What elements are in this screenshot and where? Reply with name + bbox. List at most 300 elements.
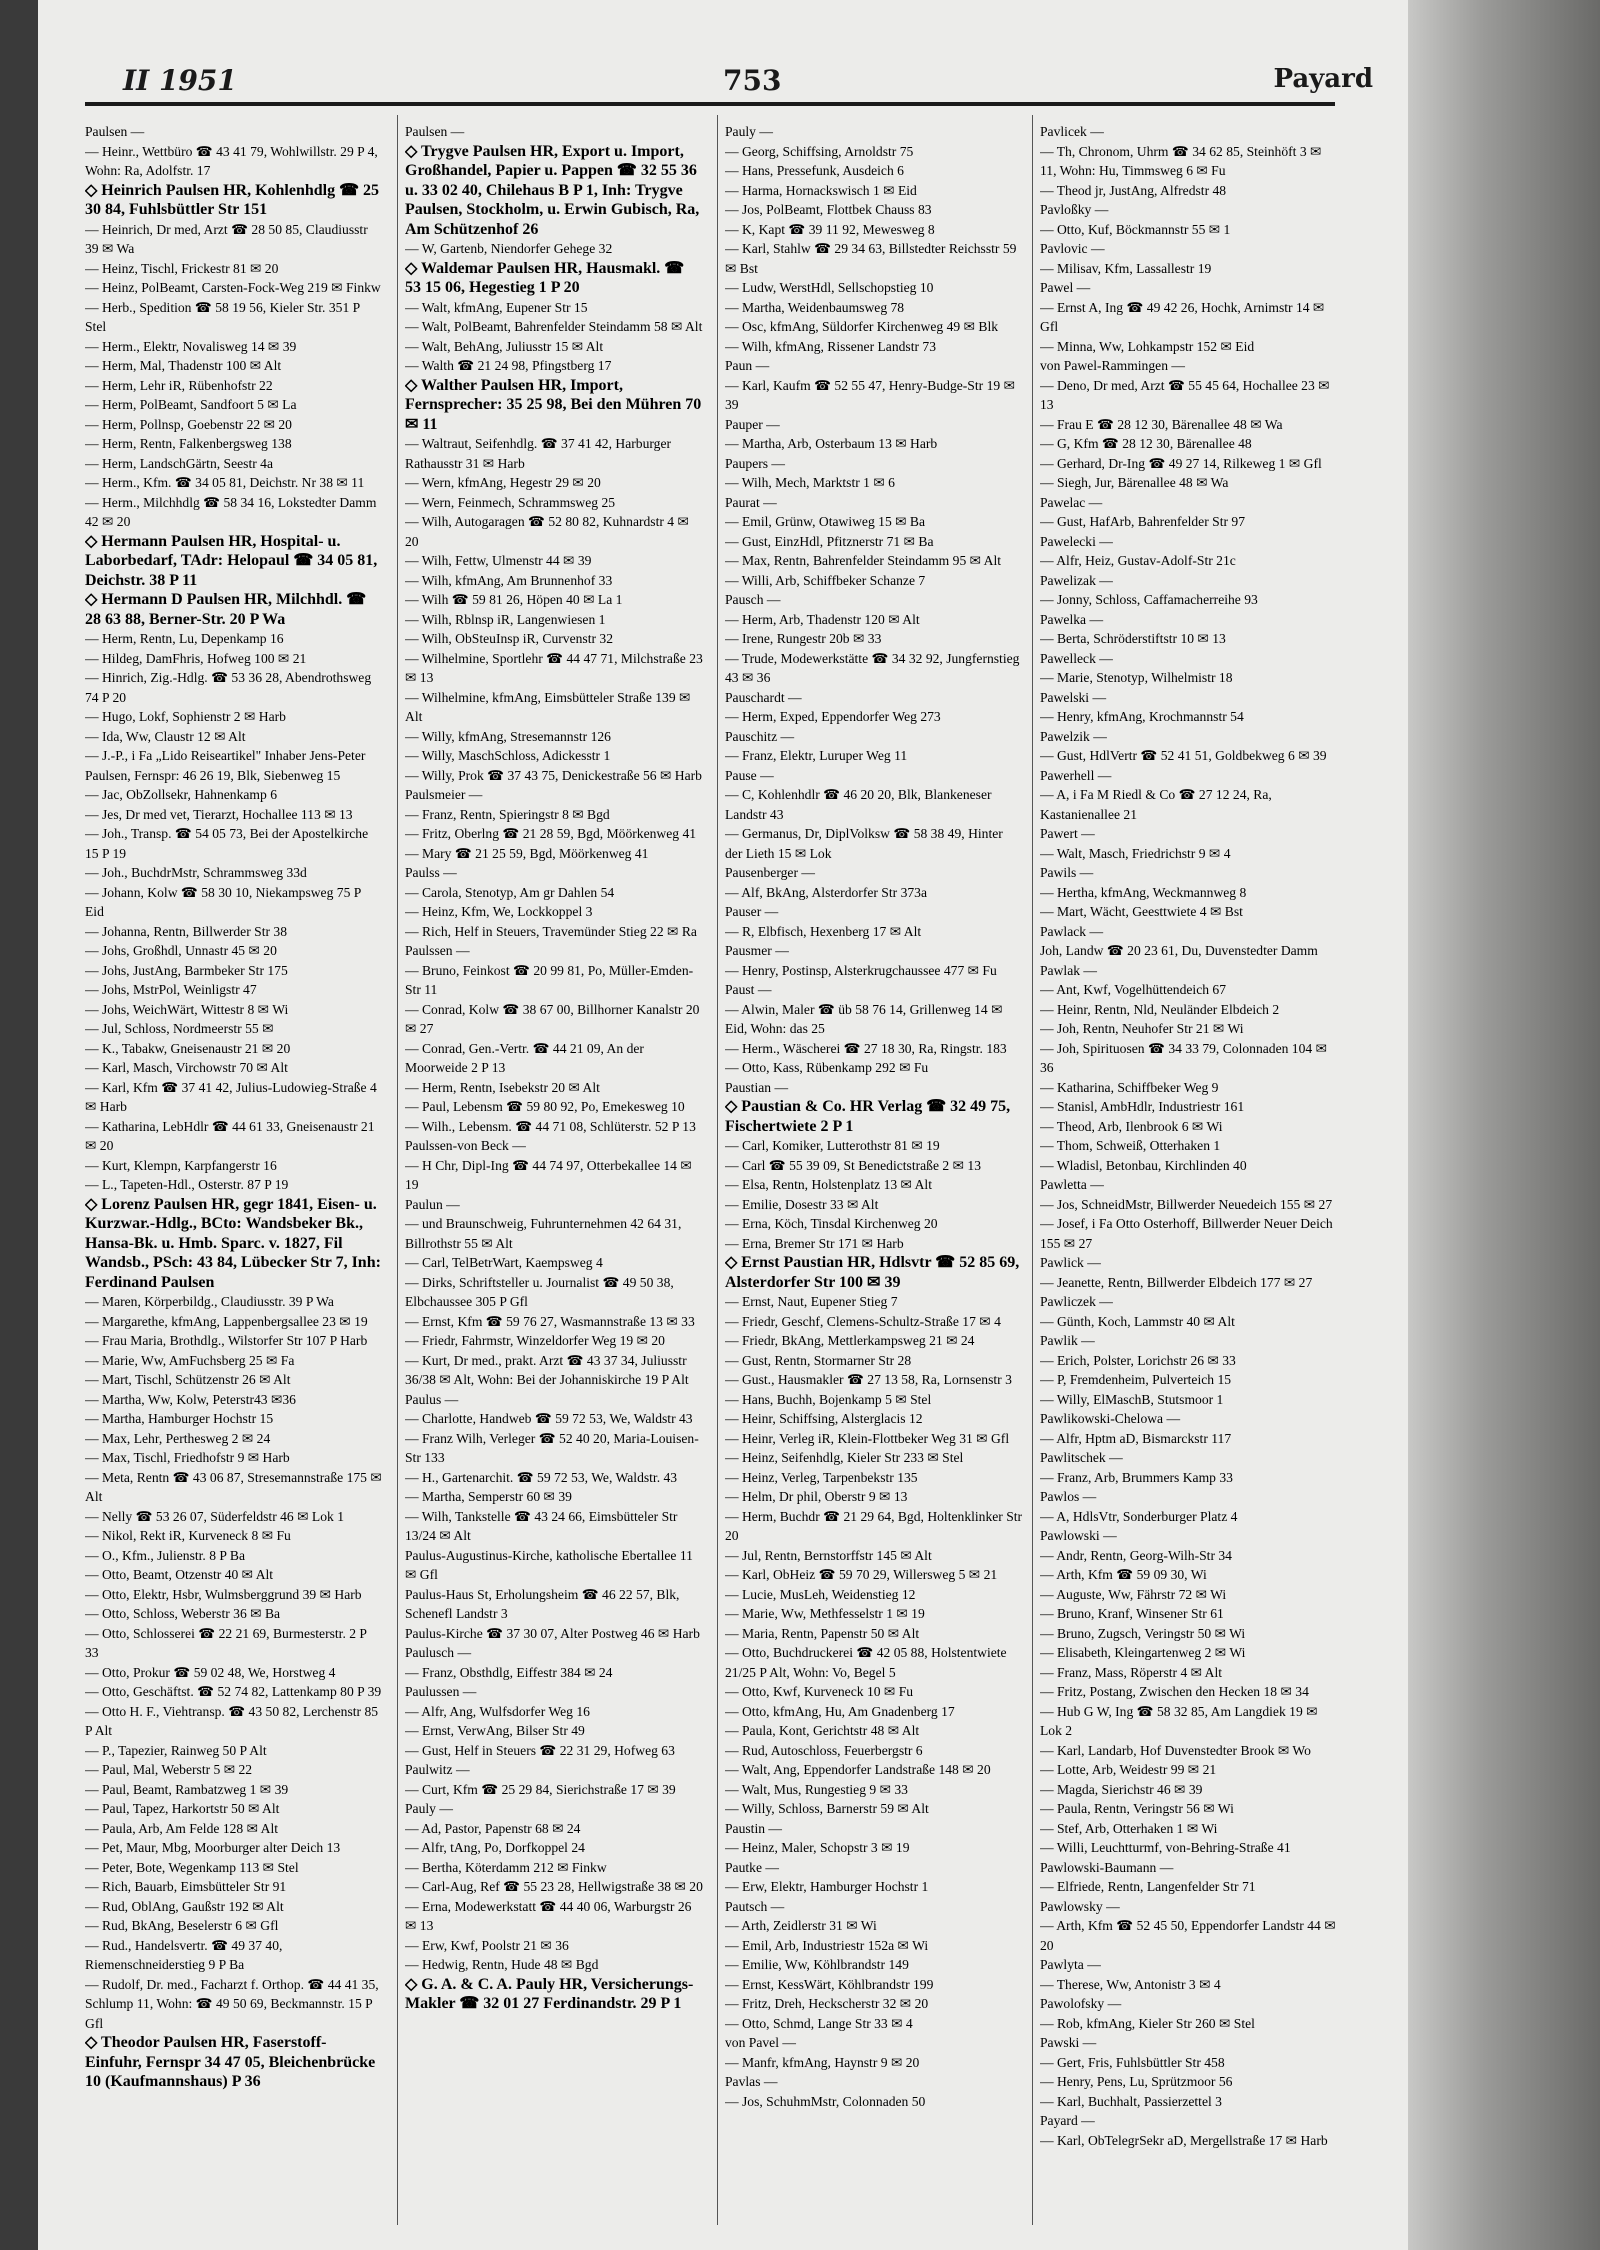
directory-entry: — Emilie, Ww, Köhlbrandstr 149 xyxy=(725,1957,909,1972)
directory-entry: — Karl, ObHeiz ☎ 59 70 29, Willersweg 5 ✉ 21 xyxy=(725,1567,998,1582)
directory-entry: — Heinz, PolBeamt, Carsten-Fock-Weg 219 ✉ Finkw xyxy=(85,280,381,295)
directory-entry: — Jos, SchneidMstr, Billwerder Neuedeich 155 ✉ 27 xyxy=(1040,1196,1333,1212)
directory-entry: — Gust., Hausmakler ☎ 27 13 58, Ra, Lornsenstr 3 xyxy=(725,1372,1012,1387)
directory-entry: — Carola, Stenotyp, Am gr Dahlen 54 xyxy=(405,884,615,900)
directory-entry: — Hedwig, Rentn, Hude 48 ✉ Bgd xyxy=(405,1957,599,1972)
directory-entry: Paulus — xyxy=(405,1391,459,1407)
directory-entry: — Mart, Wächt, Geesttwiete 4 ✉ Bst xyxy=(1040,904,1243,919)
directory-entry: — Henry, Pens, Lu, Sprützmoor 56 xyxy=(1040,2074,1233,2089)
directory-entry: Payard — xyxy=(1040,2113,1095,2128)
directory-entry: Pawlitschek — xyxy=(1040,1450,1123,1465)
directory-entry: Paustian — xyxy=(725,1079,789,1095)
directory-entry: Pautsch — xyxy=(725,1898,785,1914)
directory-entry: — Elfriede, Rentn, Langenfelder Str 71 xyxy=(1040,1879,1256,1894)
directory-entry: — Theod, Arb, Ilenbrook 6 ✉ Wi xyxy=(1040,1118,1223,1134)
directory-entry: — Rudolf, Dr. med., Facharzt f. Orthop. ☎ 44 41 35, Schlump 11, Wohn: ☎ 49 50 69, Beckmannstr. 15 P Gfl xyxy=(85,1976,379,2031)
directory-entry: Pawelac — xyxy=(1040,494,1103,510)
directory-entry: Pawletta — xyxy=(1040,1177,1104,1192)
directory-entry: Pavloßky — xyxy=(1040,202,1109,217)
directory-entry: — H., Gartenarchit. ☎ 59 72 53, We, Waldstr. 43 xyxy=(405,1469,678,1485)
directory-entry: — Martha, Weidenbaumsweg 78 xyxy=(725,299,905,315)
directory-entry: — Wilh, kfmAng, Rissener Landstr 73 xyxy=(725,338,937,354)
directory-entry: ◇ Heinrich Paulsen HR, Kohlenhdlg ☎ 25 30 84, Fuhlsbüttler Str 151 xyxy=(85,181,380,218)
directory-entry: — Wilh, Fettw, Ulmenstr 44 ✉ 39 xyxy=(405,553,592,568)
directory-entry: — Alfr, Heiz, Gustav-Adolf-Str 21c xyxy=(1040,553,1236,568)
directory-entry: — Walt, Ang, Eppendorfer Landstraße 148 ✉ 20 xyxy=(725,1762,991,1777)
directory-entry: — Herm, Exped, Eppendorfer Weg 273 xyxy=(725,709,941,724)
directory-entry: — Franz, Rentn, Spieringstr 8 ✉ Bgd xyxy=(405,806,610,822)
directory-entry: — Rud., Handelsvertr. ☎ 49 37 40, Riemenschneiderstieg 9 P Ba xyxy=(85,1937,283,1972)
directory-entry: — Fritz, Dreh, Heckscherstr 32 ✉ 20 xyxy=(725,1996,929,2011)
directory-entry: — Joh., BuchdrMstr, Schrammsweg 33d xyxy=(85,865,307,880)
directory-entry: Paulsmeier — xyxy=(405,787,483,802)
directory-entry: Pauly — xyxy=(405,1801,453,1816)
directory-entry: Paulus-Haus St, Erholungsheim ☎ 46 22 57, Blk, Schenefl Landstr 3 xyxy=(405,1586,680,1621)
directory-entry: — Paula, Arb, Am Felde 128 ✉ Alt xyxy=(85,1820,279,1836)
directory-entry: — R, Elbfisch, Hexenberg 17 ✉ Alt xyxy=(725,923,922,939)
directory-entry: von Pavel — xyxy=(725,2035,796,2050)
directory-entry: — Mary ☎ 21 25 59, Bgd, Möörkenweg 41 xyxy=(405,845,649,861)
directory-entry: Joh, Landw ☎ 20 23 61, Du, Duvenstedter Damm xyxy=(1040,943,1318,958)
directory-entry: Pauschardt — xyxy=(725,689,802,705)
directory-entry: — Wern, Feinmech, Schrammsweg 25 xyxy=(405,494,616,510)
directory-entry: — Alfr, Ang, Wulfsdorfer Weg 16 xyxy=(405,1703,590,1719)
directory-entry: Pauser — xyxy=(725,904,779,919)
directory-entry: — Herm, Pollnsp, Goebenstr 22 ✉ 20 xyxy=(85,416,292,432)
directory-entry: — Ernst, Naut, Eupener Stieg 7 xyxy=(725,1294,898,1309)
directory-entry: — Marie, Ww, AmFuchsberg 25 ✉ Fa xyxy=(85,1352,295,1368)
directory-entry: Pawlick — xyxy=(1040,1255,1101,1270)
directory-entry: — Gerhard, Dr-Ing ☎ 49 27 14, Rilkeweg 1 ✉ Gfl xyxy=(1040,455,1322,471)
directory-entry: — Berta, Schröderstiftstr 10 ✉ 13 xyxy=(1040,631,1226,646)
directory-entry: Pavlicek — xyxy=(1040,124,1104,139)
directory-entry: — Helm, Dr phil, Oberstr 9 ✉ 13 xyxy=(725,1489,908,1504)
directory-entry: ◇ Lorenz Paulsen HR, gegr 1841, Eisen- u. Kurzwar.-Hdlg., BCto: Wandsbeker Bk., Hansa-Bk. u. Hmb. Sparc. v. 1827, Fil Wandsb., PSch: 43 84, Lübecker Str 7, Inh: Ferdinand Paulsen xyxy=(85,1195,381,1291)
directory-entry: — Bruno, Kranf, Winsener Str 61 xyxy=(1040,1606,1224,1621)
directory-entry: — Heinrich, Dr med, Arzt ☎ 28 50 85, Claudiusstr 39 ✉ Wa xyxy=(85,221,368,256)
directory-entry: — Wilh, ObSteuInsp iR, Curvenstr 32 xyxy=(405,631,614,646)
directory-entry: — Siegh, Jur, Bärenallee 48 ✉ Wa xyxy=(1040,475,1229,490)
directory-entry: von Pawel-Rammingen — xyxy=(1040,358,1185,373)
directory-entry: — Ant, Kwf, Vogelhüttendeich 67 xyxy=(1040,982,1227,997)
directory-entry: — Trude, Modewerkstätte ☎ 34 32 92, Jungfernstieg 43 ✉ 36 xyxy=(725,650,1020,685)
directory-entry: Paulsen — xyxy=(405,124,465,139)
directory-entry: Paulss — xyxy=(405,865,457,880)
directory-entry: — Otto, Elektr, Hsbr, Wulmsberggrund 39 ✉ Harb xyxy=(85,1586,362,1602)
directory-entry: — Rud, Autoschloss, Feuerbergstr 6 xyxy=(725,1742,923,1758)
directory-entry: ◇ Hermann D Paulsen HR, Milchhdl. ☎ 28 63 88, Berner-Str. 20 P Wa xyxy=(85,591,367,628)
directory-entry: — Erw, Kwf, Poolstr 21 ✉ 36 xyxy=(405,1937,569,1953)
directory-entry: — Arth, Kfm ☎ 52 45 50, Eppendorfer Landstr 44 ✉ 20 xyxy=(1040,1918,1336,1953)
directory-entry: — Thom, Schweiß, Otterhaken 1 xyxy=(1040,1138,1221,1153)
directory-entry: — Otto, Kuf, Böckmannstr 55 ✉ 1 xyxy=(1040,221,1231,237)
directory-entry: — Walt, PolBeamt, Bahrenfelder Steindamm 58 ✉ Alt xyxy=(405,319,703,334)
directory-entry: — Martha, Ww, Kolw, Peterstr43 ✉36 xyxy=(85,1391,296,1407)
directory-entry: Pawelzik — xyxy=(1040,728,1107,744)
directory-entry: Pauper — xyxy=(725,416,780,432)
column-4 xyxy=(1040,122,1338,2222)
directory-entry: — Wilh, Tankstelle ☎ 43 24 66, Eimsbütteler Str 13/24 ✉ Alt xyxy=(405,1508,678,1543)
directory-entry: — Waltraut, Seifenhdlg. ☎ 37 41 42, Harburger Rathausstr 31 ✉ Harb xyxy=(405,436,672,471)
directory-entry: — A, i Fa M Riedl & Co ☎ 27 12 24, Ra, Kastanienallee 21 xyxy=(1040,787,1272,822)
directory-entry: — Hub G W, Ing ☎ 58 32 85, Am Langdiek 19 ✉ Lok 2 xyxy=(1040,1703,1318,1738)
directory-entry: — Frau Maria, Brothdlg., Wilstorfer Str 107 P Harb xyxy=(85,1333,368,1348)
directory-entry: Pawski — xyxy=(1040,2035,1097,2050)
directory-entry: — Willi, Arb, Schiffbeker Schanze 7 xyxy=(725,572,926,588)
directory-entry: — Johs, MstrPol, Weinligstr 47 xyxy=(85,982,257,997)
directory-entry: Pawel — xyxy=(1040,280,1091,295)
directory-entry: — Hinrich, Zig.-Hdlg. ☎ 53 36 28, Abendrothsweg 74 P 20 xyxy=(85,670,372,705)
directory-entry: — Willy, Schloss, Barnerstr 59 ✉ Alt xyxy=(725,1801,929,1816)
directory-entry: — Friedr, Fahrmstr, Winzeldorfer Weg 19 ✉ 20 xyxy=(405,1333,665,1348)
directory-entry: — Hans, Pressefunk, Ausdeich 6 xyxy=(725,163,904,178)
directory-entry: — P, Fremdenheim, Pulverteich 15 xyxy=(1040,1372,1232,1387)
directory-entry: — Ernst A, Ing ☎ 49 42 26, Hochk, Arnimstr 14 ✉ Gfl xyxy=(1040,299,1325,334)
directory-entry: Pause — xyxy=(725,767,774,783)
directory-entry: — Georg, Schiffsing, Arnoldstr 75 xyxy=(725,143,914,159)
directory-entry: — Fritz, Oberlng ☎ 21 28 59, Bgd, Möörkenweg 41 xyxy=(405,826,697,841)
directory-entry: — Milisav, Kfm, Lassallestr 19 xyxy=(1040,260,1212,276)
directory-entry: Paupers — xyxy=(725,455,786,471)
directory-entry: — Joh., Transp. ☎ 54 05 73, Bei der Apostelkirche 15 P 19 xyxy=(85,826,369,861)
directory-entry: — Carl ☎ 55 39 09, St Benedictstraße 2 ✉ 13 xyxy=(725,1157,981,1173)
directory-entry: — Otto, Geschäftst. ☎ 52 74 82, Lattenkamp 80 P 39 xyxy=(85,1684,382,1699)
directory-entry: — H Chr, Dipl-Ing ☎ 44 74 97, Otterbekallee 14 ✉ 19 xyxy=(405,1157,692,1192)
directory-entry: Pawlowski — xyxy=(1040,1528,1117,1543)
directory-entry: — Joh, Rentn, Neuhofer Str 21 ✉ Wi xyxy=(1040,1021,1244,1036)
directory-entry: — Max, Lehr, Perthesweg 2 ✉ 24 xyxy=(85,1430,271,1446)
directory-entry: — Wilhelmine, kfmAng, Eimsbütteler Straße 139 ✉ Alt xyxy=(405,689,691,724)
directory-entry: — O., Kfm., Julienstr. 8 P Ba xyxy=(85,1547,245,1563)
directory-entry: Pawils — xyxy=(1040,865,1094,880)
directory-entry: — Meta, Rentn ☎ 43 06 87, Stresemannstraße 175 ✉ Alt xyxy=(85,1469,382,1504)
directory-entry: — Franz, Obsthdlg, Eiffestr 384 ✉ 24 xyxy=(405,1664,613,1680)
directory-entry: — Ernst, KessWärt, Köhlbrandstr 199 xyxy=(725,1976,934,1992)
directory-entry: — Elisabeth, Kleingartenweg 2 ✉ Wi xyxy=(1040,1645,1246,1660)
directory-entry: Pausmer — xyxy=(725,943,789,958)
directory-entry: Paulsen — xyxy=(85,124,145,139)
directory-entry: — Peter, Bote, Wegenkamp 113 ✉ Stel xyxy=(85,1859,299,1875)
directory-entry: — Erna, Bremer Str 171 ✉ Harb xyxy=(725,1235,904,1251)
directory-entry: — und Braunschweig, Fuhrunternehmen 42 64 31, Billrothstr 55 ✉ Alt xyxy=(405,1216,682,1251)
directory-entry: — Herm, Rentn, Lu, Depenkamp 16 xyxy=(85,631,284,646)
directory-entry: — Jos, PolBeamt, Flottbek Chauss 83 xyxy=(725,202,932,217)
directory-entry: Pawolofsky — xyxy=(1040,1996,1122,2011)
directory-entry: Paulwitz — xyxy=(405,1762,470,1777)
directory-entry: — Magda, Sierichstr 46 ✉ 39 xyxy=(1040,1781,1203,1797)
running-head: Payard xyxy=(1273,64,1373,94)
directory-entry: — Otto, Schmd, Lange Str 33 ✉ 4 xyxy=(725,2015,913,2031)
directory-entry: — Herb., Spedition ☎ 58 19 56, Kieler Str. 351 P Stel xyxy=(85,299,360,334)
directory-entry: Paun — xyxy=(725,358,770,373)
directory-entry: — Karl, Kaufm ☎ 52 55 47, Henry-Budge-Str 19 ✉ 39 xyxy=(725,377,1015,412)
directory-entry: — Frau E ☎ 28 12 30, Bärenallee 48 ✉ Wa xyxy=(1040,416,1283,432)
directory-entry: — Hertha, kfmAng, Weckmannweg 8 xyxy=(1040,884,1247,900)
directory-entry: — Ernst, VerwAng, Bilser Str 49 xyxy=(405,1723,585,1738)
directory-entry: — Wladisl, Betonbau, Kirchlinden 40 xyxy=(1040,1157,1247,1173)
directory-entry: — J.-P., i Fa „Lido Reiseartikel" Inhaber Jens-Peter Paulsen, Fernspr: 46 26 19, Blk, Siebenweg 15 xyxy=(85,748,366,783)
directory-entry: — Heinz, Maler, Schopstr 3 ✉ 19 xyxy=(725,1840,910,1855)
directory-entry: — Emilie, Dosestr 33 ✉ Alt xyxy=(725,1196,879,1212)
directory-entry: — Gust, Helf in Steuers ☎ 22 31 29, Hofweg 63 xyxy=(405,1742,675,1758)
directory-entry: — Henry, kfmAng, Krochmannstr 54 xyxy=(1040,709,1244,724)
page-number: 753 xyxy=(723,64,782,97)
directory-entry: — Wilh ☎ 59 81 26, Höpen 40 ✉ La 1 xyxy=(405,592,623,607)
directory-entry: — Johs, Großhdl, Unnastr 45 ✉ 20 xyxy=(85,943,277,958)
directory-entry: — Herm, Rentn, Falkenbergsweg 138 xyxy=(85,436,292,451)
directory-entry: — Max, Tischl, Friedhofstr 9 ✉ Harb xyxy=(85,1450,290,1465)
directory-entry: — Irene, Rungestr 20b ✉ 33 xyxy=(725,631,882,646)
directory-entry: Pawlik — xyxy=(1040,1333,1095,1348)
directory-entry: — Alfr, tAng, Po, Dorfkoppel 24 xyxy=(405,1840,585,1855)
directory-entry: Pausch — xyxy=(725,592,781,607)
directory-entry: Pawlyta — xyxy=(1040,1957,1101,1972)
directory-entry: Pavlas — xyxy=(725,2074,778,2089)
directory-entry: Pawelleck — xyxy=(1040,650,1113,666)
directory-entry: — Friedr, Geschf, Clemens-Schultz-Straße 17 ✉ 4 xyxy=(725,1313,1001,1329)
directory-entry: — Arth, Zeidlerstr 31 ✉ Wi xyxy=(725,1918,877,1933)
directory-entry: Pawerhell — xyxy=(1040,767,1112,783)
directory-entry: — Jeanette, Rentn, Billwerder Elbdeich 177 ✉ 27 xyxy=(1040,1274,1313,1290)
directory-entry: — Maren, Körperbildg., Claudiusstr. 39 P Wa xyxy=(85,1294,334,1309)
directory-entry: — W, Gartenb, Niendorfer Gehege 32 xyxy=(405,241,613,256)
directory-entry: — Walt, Masch, Friedrichstr 9 ✉ 4 xyxy=(1040,845,1231,861)
directory-entry: — Carl, Komiker, Lutterothstr 81 ✉ 19 xyxy=(725,1138,940,1153)
directory-entry: — Hildeg, DamFhris, Hofweg 100 ✉ 21 xyxy=(85,650,307,666)
directory-entry: — Wilh, Rblnsp iR, Langenwiesen 1 xyxy=(405,611,606,627)
directory-entry: — Martha, Semperstr 60 ✉ 39 xyxy=(405,1489,572,1504)
directory-entry: ◇ Waldemar Paulsen HR, Hausmakl. ☎ 53 15 06, Hegestieg 1 P 20 xyxy=(405,259,685,296)
directory-entry: — Herm, Lehr iR, Rübenhofstr 22 xyxy=(85,377,273,393)
directory-entry: — Alf, BkAng, Alsterdorfer Str 373a xyxy=(725,884,927,900)
directory-entry: — Gert, Fris, Fuhlsbüttler Str 458 xyxy=(1040,2054,1225,2070)
directory-entry: ◇ Walther Paulsen HR, Import, Fernsprecher: 35 25 98, Bei den Mühren 70 ✉ 11 xyxy=(405,376,702,433)
directory-entry: — Paul, Lebensm ☎ 59 80 92, Po, Emekesweg 10 xyxy=(405,1099,685,1114)
directory-entry: — Rud, OblAng, Gaußstr 192 ✉ Alt xyxy=(85,1898,284,1914)
directory-entry: — Wilh., Lebensm. ☎ 44 71 08, Schlüterstr. 52 P 13 xyxy=(405,1118,696,1134)
directory-entry: — Hugo, Lokf, Sophienstr 2 ✉ Harb xyxy=(85,709,286,724)
column-divider xyxy=(397,115,398,2225)
directory-entry: — Stef, Arb, Otterhaken 1 ✉ Wi xyxy=(1040,1820,1218,1836)
directory-entry: ◇ Trygve Paulsen HR, Export u. Import, Großhandel, Papier u. Pappen ☎ 32 55 36 u. 33 02 40, Chilehaus B P 1, Inh: Trygve Paulsen, Stockholm, u. Erwin Gubisch, Ra, Am Schützenhof 26 xyxy=(405,142,700,238)
directory-entry: — Willi, Leuchtturmf, von-Behring-Straße 41 xyxy=(1040,1840,1291,1855)
column-1 xyxy=(85,122,383,2222)
directory-entry: — Otto, Schlosserei ☎ 22 21 69, Burmesterstr. 2 P 33 xyxy=(85,1625,367,1660)
directory-entry: Pausenberger — xyxy=(725,865,815,880)
directory-entry: — Walt, Mus, Rungestieg 9 ✉ 33 xyxy=(725,1781,908,1797)
directory-entry: — Heinr, Verleg iR, Klein-Flottbeker Weg 31 ✉ Gfl xyxy=(725,1430,1010,1446)
directory-entry: — Katharina, Schiffbeker Weg 9 xyxy=(1040,1079,1219,1095)
directory-entry: — Josef, i Fa Otto Osterhoff, Billwerder Neuer Deich 155 ✉ 27 xyxy=(1040,1216,1333,1251)
directory-entry: — Otto H. F., Viehtransp. ☎ 43 50 82, Lerchenstr 85 P Alt xyxy=(85,1703,379,1738)
directory-entry: — Willy, ElMaschB, Stutsmoor 1 xyxy=(1040,1391,1224,1407)
directory-entry: Paulun — xyxy=(405,1196,460,1212)
directory-entry: — Franz Wilh, Verleger ☎ 52 40 20, Maria-Louisen-Str 133 xyxy=(405,1430,699,1465)
directory-entry: — Rud, BkAng, Beselerstr 6 ✉ Gfl xyxy=(85,1918,279,1933)
directory-entry: — Herm, LandschGärtn, Seestr 4a xyxy=(85,455,273,471)
book-edge xyxy=(1408,0,1600,2250)
directory-entry: — Ida, Ww, Claustr 12 ✉ Alt xyxy=(85,728,246,744)
directory-entry: — Maria, Rentn, Papenstr 50 ✉ Alt xyxy=(725,1625,920,1641)
directory-entry: — Arth, Kfm ☎ 59 09 30, Wi xyxy=(1040,1567,1207,1582)
directory-entry: Pavlovic — xyxy=(1040,241,1105,256)
directory-entry: — Martha, Hamburger Hochstr 15 xyxy=(85,1411,274,1426)
directory-entry: — Jul, Rentn, Bernstorffstr 145 ✉ Alt xyxy=(725,1547,932,1563)
directory-entry: — Emil, Arb, Industriestr 152a ✉ Wi xyxy=(725,1937,929,1953)
directory-entry: — Stanisl, AmbHdlr, Industriestr 161 xyxy=(1040,1099,1245,1114)
directory-entry: — Johs, WeichWärt, Wittestr 8 ✉ Wi xyxy=(85,1001,289,1017)
directory-entry: — Jac, ObZollsekr, Hahnenkamp 6 xyxy=(85,787,277,802)
directory-entry: — Herm., Elektr, Novalisweg 14 ✉ 39 xyxy=(85,338,297,354)
directory-entry: — Harma, Hornackswisch 1 ✉ Eid xyxy=(725,182,917,198)
column-divider xyxy=(1032,115,1033,2225)
directory-entry: Paulssen-von Beck — xyxy=(405,1138,526,1153)
directory-entry: — Heinr., Wettbüro ☎ 43 41 79, Wohlwillstr. 29 P 4, Wohn: Ra, Adolfstr. 17 xyxy=(85,143,378,178)
directory-entry: Pawelski — xyxy=(1040,689,1107,705)
directory-entry: — Curt, Kfm ☎ 25 29 84, Sierichstraße 17 ✉ 39 xyxy=(405,1781,676,1797)
directory-entry: — Germanus, Dr, DiplVolksw ☎ 58 38 49, Hinter der Lieth 15 ✉ Lok xyxy=(725,826,1003,861)
directory-entry: — Herm., Kfm. ☎ 34 05 81, Deichstr. Nr 38 ✉ 11 xyxy=(85,475,365,490)
directory-entry: — Walth ☎ 21 24 98, Pfingstberg 17 xyxy=(405,358,612,373)
directory-entry: — K, Kapt ☎ 39 11 92, Mewesweg 8 xyxy=(725,221,935,237)
directory-entry: Paulussen — xyxy=(405,1684,477,1699)
directory-entry: — K., Tabakw, Gneisenaustr 21 ✉ 20 xyxy=(85,1040,291,1056)
header-rule xyxy=(85,102,1335,106)
directory-entry: — Erw, Elektr, Hamburger Hochstr 1 xyxy=(725,1879,929,1894)
directory-entry: — Lotte, Arb, Weidestr 99 ✉ 21 xyxy=(1040,1762,1217,1777)
directory-entry: — Mart, Tischl, Schützenstr 26 ✉ Alt xyxy=(85,1372,291,1387)
directory-entry: — Karl, ObTelegrSekr aD, Mergellstraße 17 ✉ Harb xyxy=(1040,2132,1328,2148)
directory-entry: Paulssen — xyxy=(405,943,470,958)
directory-entry: — Th, Chronom, Uhrm ☎ 34 62 85, Steinhöft 3 ✉ 11, Wohn: Hu, Timmsweg 6 ✉ Fu xyxy=(1040,143,1322,178)
directory-entry: — Lucie, MusLeh, Weidenstieg 12 xyxy=(725,1586,916,1602)
directory-entry: — Herm., Milchhdlg ☎ 58 34 16, Lokstedter Damm 42 ✉ 20 xyxy=(85,494,377,529)
directory-entry: — Max, Rentn, Bahrenfelder Steindamm 95 ✉ Alt xyxy=(725,553,1002,568)
directory-entry: — Wilhelmine, Sportlehr ☎ 44 47 71, Milchstraße 23 ✉ 13 xyxy=(405,650,703,685)
directory-entry: — Rich, Bauarb, Eimsbütteler Str 91 xyxy=(85,1879,287,1894)
directory-entry: — Otto, Beamt, Otzenstr 40 ✉ Alt xyxy=(85,1567,274,1582)
directory-entry: — Karl, Masch, Virchowstr 70 ✉ Alt xyxy=(85,1060,288,1075)
directory-entry: — Elsa, Rentn, Holstenplatz 13 ✉ Alt xyxy=(725,1177,932,1192)
directory-entry: — Therese, Ww, Antonistr 3 ✉ 4 xyxy=(1040,1976,1221,1992)
directory-entry: — C, Kohlenhdlr ☎ 46 20 20, Blk, Blankeneser Landstr 43 xyxy=(725,787,992,822)
directory-entry: Pauly — xyxy=(725,124,773,139)
directory-entry: Pawlos — xyxy=(1040,1489,1097,1504)
directory-entry: — Andr, Rentn, Georg-Wilh-Str 34 xyxy=(1040,1547,1232,1563)
directory-entry: — Wilh, Mech, Marktstr 1 ✉ 6 xyxy=(725,475,895,490)
directory-entry: — Karl, Stahlw ☎ 29 34 63, Billstedter Reichsstr 59 ✉ Bst xyxy=(725,241,1017,276)
directory-entry: — Fritz, Postang, Zwischen den Hecken 18 ✉ 34 xyxy=(1040,1684,1309,1699)
column-3 xyxy=(725,122,1023,2222)
directory-entry: — Franz, Mass, Röperstr 4 ✉ Alt xyxy=(1040,1664,1223,1680)
directory-entry: — Bertha, Köterdamm 212 ✉ Finkw xyxy=(405,1859,607,1875)
page-header xyxy=(123,64,1373,104)
directory-entry: — Heinz, Kfm, We, Lockkoppel 3 xyxy=(405,904,593,919)
directory-entry: — Marie, Ww, Methfesselstr 1 ✉ 19 xyxy=(725,1606,925,1621)
directory-entry: Pawliczek — xyxy=(1040,1294,1113,1309)
directory-entry: — Carl-Aug, Ref ☎ 55 23 28, Hellwigstraße 38 ✉ 20 xyxy=(405,1879,703,1894)
directory-entry: — Heinr, Rentn, Nld, Neuländer Elbdeich 2 xyxy=(1040,1001,1280,1017)
directory-entry: — Carl, TelBetrWart, Kaempsweg 4 xyxy=(405,1255,603,1270)
directory-entry: — Martha, Arb, Osterbaum 13 ✉ Harb xyxy=(725,436,938,451)
directory-entry: — Johann, Kolw ☎ 58 30 10, Niekampsweg 75 P Eid xyxy=(85,884,361,919)
directory-entry: — Walt, BehAng, Juliusstr 15 ✉ Alt xyxy=(405,338,604,354)
directory-entry: — Johs, JustAng, Barmbeker Str 175 xyxy=(85,962,288,978)
directory-entry: Pawert — xyxy=(1040,826,1095,841)
directory-entry: — Otto, Prokur ☎ 59 02 48, We, Horstweg 4 xyxy=(85,1664,336,1680)
directory-entry: — Paul, Mal, Weberstr 5 ✉ 22 xyxy=(85,1762,253,1777)
directory-entry: — A, HdlsVtr, Sonderburger Platz 4 xyxy=(1040,1508,1238,1524)
directory-entry: — Margarethe, kfmAng, Lappenbergsallee 23 ✉ 19 xyxy=(85,1313,368,1329)
directory-entry: Pawelka — xyxy=(1040,611,1104,627)
directory-entry: — Ludw, WerstHdl, Sellschopstieg 10 xyxy=(725,280,934,295)
directory-entry: — Otto, Kass, Rübenkamp 292 ✉ Fu xyxy=(725,1060,929,1075)
directory-entry: — Kurt, Dr med., prakt. Arzt ☎ 43 37 34, Juliusstr 36/38 ✉ Alt, Wohn: Bei der Johanniskirche 19 P Alt xyxy=(405,1352,689,1387)
directory-entry: — Rob, kfmAng, Kieler Str 260 ✉ Stel xyxy=(1040,2015,1255,2031)
directory-entry: — Bruno, Zugsch, Veringstr 50 ✉ Wi xyxy=(1040,1625,1246,1641)
directory-entry: — Paula, Rentn, Veringstr 56 ✉ Wi xyxy=(1040,1801,1234,1816)
directory-entry: — Theod jr, JustAng, Alfredstr 48 xyxy=(1040,182,1227,198)
directory-entry: — Heinr, Schiffsing, Alsterglacis 12 xyxy=(725,1411,923,1426)
directory-entry: — Paula, Kont, Gerichtstr 48 ✉ Alt xyxy=(725,1723,920,1738)
directory-entry: Pawlack — xyxy=(1040,923,1104,939)
directory-entry: — Otto, Buchdruckerei ☎ 42 05 88, Holstentwiete 21/25 P Alt, Wohn: Vo, Begel 5 xyxy=(725,1645,1007,1680)
directory-entry: — Emil, Grünw, Otawiweg 15 ✉ Ba xyxy=(725,514,926,529)
directory-entry: — Heinz, Verleg, Tarpenbekstr 135 xyxy=(725,1469,918,1485)
directory-entry: — Heinz, Seifenhdlg, Kieler Str 233 ✉ Stel xyxy=(725,1450,964,1465)
directory-entry: — Erich, Polster, Lorichstr 26 ✉ 33 xyxy=(1040,1352,1236,1368)
directory-entry: — Heinz, Tischl, Frickestr 81 ✉ 20 xyxy=(85,260,279,276)
directory-entry: — Johanna, Rentn, Billwerder Str 38 xyxy=(85,923,287,939)
directory-entry: — Willy, kfmAng, Stresemannstr 126 xyxy=(405,728,611,744)
directory-entry: Pawlikowski-Chelowa — xyxy=(1040,1411,1181,1426)
directory-entry: — Karl, Buchhalt, Passierzettel 3 xyxy=(1040,2093,1222,2109)
directory-entry: — Ad, Pastor, Papenstr 68 ✉ 24 xyxy=(405,1820,581,1836)
directory-entry: — G, Kfm ☎ 28 12 30, Bärenallee 48 xyxy=(1040,436,1252,451)
directory-entry: — Willy, Prok ☎ 37 43 75, Denickestraße 56 ✉ Harb xyxy=(405,767,702,783)
directory-entry: — Karl, Kfm ☎ 37 41 42, Julius-Ludowieg-Straße 4 ✉ Harb xyxy=(85,1079,377,1114)
directory-entry: — Pet, Maur, Mbg, Moorburger alter Deich 13 xyxy=(85,1840,341,1855)
directory-entry: — Paul, Beamt, Rambatzweg 1 ✉ 39 xyxy=(85,1781,289,1797)
directory-entry: — Herm, Rentn, Isebekstr 20 ✉ Alt xyxy=(405,1079,600,1095)
directory-entry: — Paul, Tapez, Harkortstr 50 ✉ Alt xyxy=(85,1801,280,1816)
directory-entry: — P., Tapezier, Rainweg 50 P Alt xyxy=(85,1742,267,1758)
directory-entry: — Bruno, Feinkost ☎ 20 99 81, Po, Müller-Emden-Str 11 xyxy=(405,962,694,997)
directory-entry: — Jul, Schloss, Nordmeerstr 55 ✉ xyxy=(85,1021,274,1036)
directory-entry: — Auguste, Ww, Fährstr 72 ✉ Wi xyxy=(1040,1586,1227,1602)
directory-entry: Paurat — xyxy=(725,494,777,510)
directory-entry: — Nikol, Rekt iR, Kurveneck 8 ✉ Fu xyxy=(85,1528,291,1543)
directory-entry: — Kurt, Klempn, Karpfangerstr 16 xyxy=(85,1157,277,1173)
directory-entry: Paustin — xyxy=(725,1820,783,1836)
directory-entry: — Osc, kfmAng, Süldorfer Kirchenweg 49 ✉ Blk xyxy=(725,319,999,334)
directory-entry: — Herm., Wäscherei ☎ 27 18 30, Ra, Ringstr. 183 xyxy=(725,1040,1007,1056)
directory-entry: — Friedr, BkAng, Mettlerkampsweg 21 ✉ 24 xyxy=(725,1333,975,1348)
directory-entry: — Jos, SchuhmMstr, Colonnaden 50 xyxy=(725,2093,926,2109)
directory-entry: ◇ G. A. & C. A. Pauly HR, Versicherungs-Makler ☎ 32 01 27 Ferdinandstr. 29 P 1 xyxy=(405,1975,694,2012)
directory-entry: — Jonny, Schloss, Caffamacherreihe 93 xyxy=(1040,592,1258,607)
directory-entry: — Charlotte, Handweb ☎ 59 72 53, We, Waldstr 43 xyxy=(405,1411,693,1426)
directory-entry: Pawelecki — xyxy=(1040,533,1113,549)
directory-entry: Pawlak — xyxy=(1040,962,1098,978)
column-2 xyxy=(405,122,703,2222)
directory-entry: — Erna, Modewerkstatt ☎ 44 40 06, Warburgstr 26 ✉ 13 xyxy=(405,1898,692,1933)
directory-entry: — Ernst, Kfm ☎ 59 76 27, Wasmannstraße 13 ✉ 33 xyxy=(405,1313,695,1329)
directory-entry: — Herm, Buchdr ☎ 21 29 64, Bgd, Holtenklinker Str 20 xyxy=(725,1508,1023,1543)
directory-entry: — Willy, MaschSchloss, Adickesstr 1 xyxy=(405,748,611,763)
directory-entry: — Wern, kfmAng, Hegestr 29 ✉ 20 xyxy=(405,475,601,490)
directory-entry: — Wilh, kfmAng, Am Brunnenhof 33 xyxy=(405,572,613,588)
